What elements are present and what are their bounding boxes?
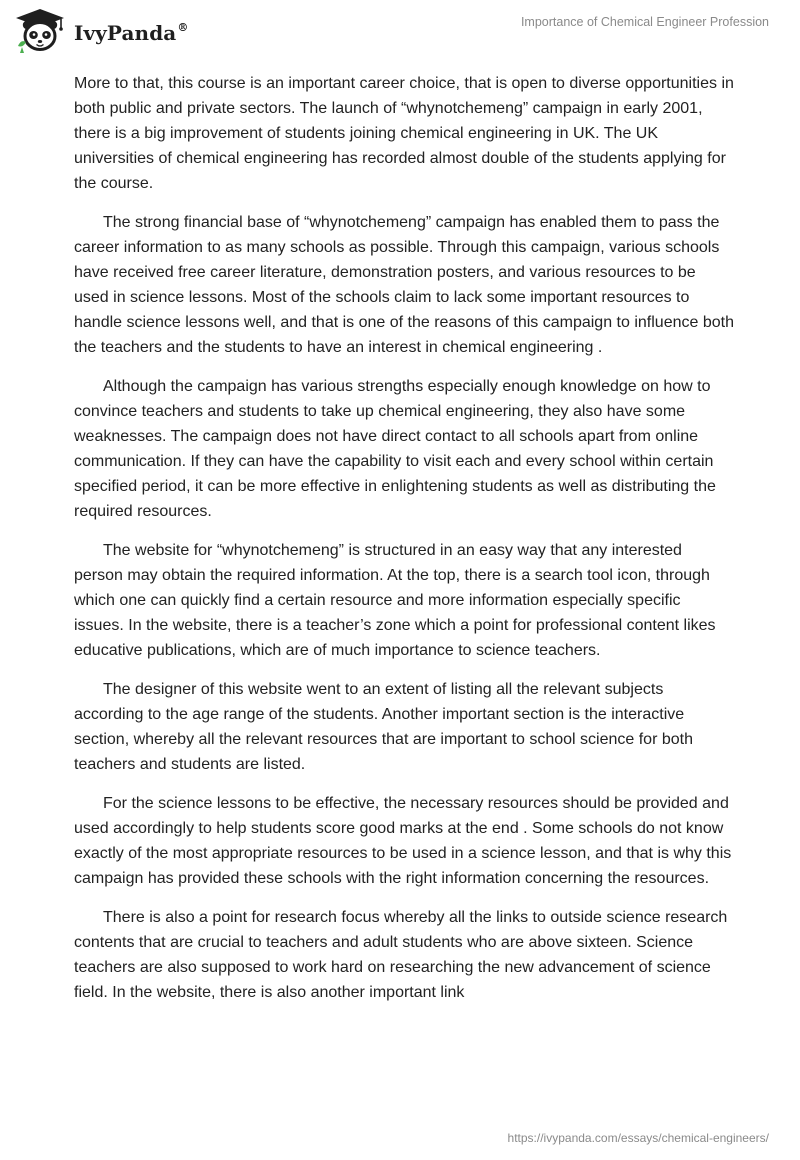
essay-body xyxy=(74,71,734,1019)
panda-graduate-icon xyxy=(12,6,68,56)
paragraph: Although the campaign has various strengths especially enough knowledge on how to convince teachers and students to take up chemical engineering, they also have some weaknesses. The campaign does not have direct contact to all schools apart from online communication. If they can have the capability to visit each and every school within certain specified period, it can be more effective in enlightening students as well as distributing the required resources. xyxy=(74,378,716,520)
paragraph: The strong financial base of “whynotchemeng” campaign has enabled them to pass the career information to as many schools as possible. Through this campaign, various schools have received free career literature, demonstration posters, and various resources to be used in science lessons. Most of the schools claim to lack some important resources to handle science lessons well, and that is one of the reasons of this campaign to influence both the teachers and the students to have an interest in chemical engineering . xyxy=(74,214,734,356)
paragraph: The website for “whynotchemeng” is structured in an easy way that any interested person may obtain the required information. At the top, there is a search tool icon, through which one can quickly find a certain resource and more information especially specific issues. In the website, there is a teacher’s zone which a point for professional content likes educative publications, which are of much importance to science teachers. xyxy=(74,542,716,659)
registered-mark: ® xyxy=(177,21,189,34)
document-title: Importance of Chemical Engineer Profession xyxy=(520,15,769,29)
paragraph: The designer of this website went to an extent of listing all the relevant subjects according to the age range of the students. Another important section is the interactive section, whereby all the relevant resources that are important to school science for both teachers and students are listed. xyxy=(74,681,693,773)
ivypanda-logo[interactable] xyxy=(12,6,188,56)
page-header xyxy=(0,0,800,62)
paragraph: More to that, this course is an important career choice, that is open to diverse opportunities in both public and private sectors. The launch of “whynotchemeng” campaign in early 2001, there is a big improvement of students joining chemical engineering in UK. The UK universities of chemical engineering has recorded almost double of the students applying for the course. xyxy=(74,75,734,192)
brand-name: IvyPanda® xyxy=(74,21,189,45)
paragraph: For the science lessons to be effective, the necessary resources should be provided and used accordingly to help students score good marks at the end . Some schools do not know exactly of the most appropriate resources to be used in a science lesson, and that is why this campaign has provided these schools with the right information concerning the resources. xyxy=(74,795,732,887)
paragraph: There is also a point for research focus whereby all the links to outside science research contents that are crucial to teachers and adult students who are above sixteen. Science teachers are also supposed to work hard on researching the new advancement of science field. In the website, there is also another important link xyxy=(74,909,728,1001)
source-url[interactable]: https://ivypanda.com/essays/chemical-engineers/ xyxy=(507,1131,769,1145)
